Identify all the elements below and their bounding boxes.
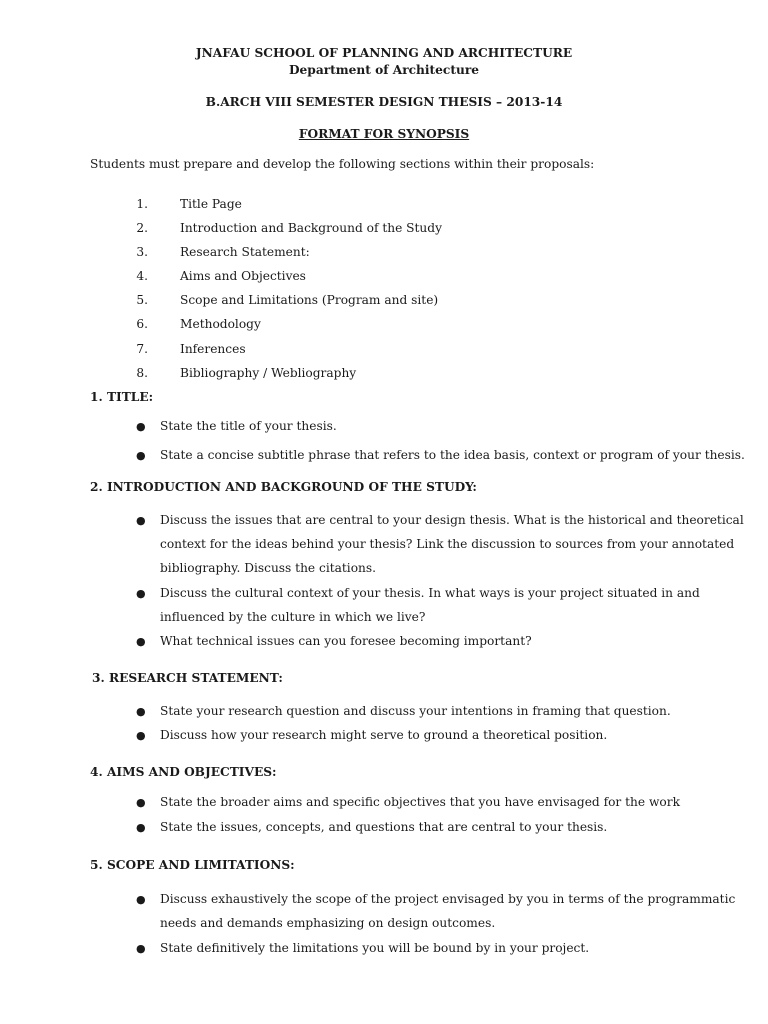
bullet-icon: ●	[136, 449, 146, 462]
list-item: Methodology	[180, 317, 261, 331]
list-number: 8.	[136, 366, 148, 380]
list-number: 6.	[136, 317, 148, 331]
course-title: B.ARCH VIII SEMESTER DESIGN THESIS – 2013-14	[205, 95, 563, 109]
section-heading-scope: 5. SCOPE AND LIMITATIONS:	[90, 858, 295, 872]
list-number: 1.	[136, 197, 148, 211]
bullet-icon: ●	[136, 893, 146, 906]
bullet-icon: ●	[136, 635, 146, 648]
list-item: Title Page	[180, 197, 242, 211]
bullet-text: State a concise subtitle phrase that refers to the idea basis, context or program of your thesis.	[160, 448, 745, 462]
bullet-icon: ●	[136, 420, 146, 433]
bullet-icon: ●	[136, 729, 146, 742]
format-title: FORMAT FOR SYNOPSIS	[298, 127, 470, 141]
bullet-text: context for the ideas behind your thesis? Link the discussion to sources from your annotated	[160, 537, 735, 551]
bullet-text: State the issues, concepts, and questions that are central to your thesis.	[160, 820, 608, 834]
bullet-text: State your research question and discuss your intentions in framing that question.	[160, 704, 671, 718]
section-heading-research: 3. RESEARCH STATEMENT:	[92, 671, 283, 685]
bullet-text: State definitively the limitations you will be bound by in your project.	[160, 941, 590, 955]
bullet-text: influenced by the culture in which we live?	[160, 610, 426, 624]
list-number: 5.	[136, 293, 148, 307]
bullet-text: Discuss how your research might serve to ground a theoretical position.	[160, 728, 608, 742]
bullet-icon: ●	[136, 514, 146, 527]
bullet-icon: ●	[136, 796, 146, 809]
list-item: Introduction and Background of the Study	[180, 221, 442, 235]
bullet-text: What technical issues can you foresee becoming important?	[160, 634, 532, 648]
bullet-text: State the title of your thesis.	[160, 419, 337, 433]
section-heading-title: 1. TITLE:	[90, 390, 154, 404]
list-item: Aims and Objectives	[180, 269, 306, 283]
bullet-icon: ●	[136, 587, 146, 600]
list-number: 3.	[136, 245, 148, 259]
bullet-text: bibliography. Discuss the citations.	[160, 561, 377, 575]
list-item: Bibliography / Webliography	[180, 366, 357, 380]
bullet-icon: ●	[136, 821, 146, 834]
list-item: Research Statement:	[180, 245, 310, 259]
department-title: Department of Architecture	[288, 63, 480, 77]
list-item: Scope and Limitations (Program and site)	[180, 293, 439, 307]
bullet-text: needs and demands emphasizing on design outcomes.	[160, 916, 496, 930]
list-item: Inferences	[180, 342, 246, 356]
bullet-text: Discuss the issues that are central to your design thesis. What is the historical and theoretical	[160, 513, 744, 527]
bullet-text: Discuss exhaustively the scope of the project envisaged by you in terms of the programmatic	[160, 892, 736, 906]
bullet-icon: ●	[136, 705, 146, 718]
list-number: 2.	[136, 221, 148, 235]
section-heading-aims: 4. AIMS AND OBJECTIVES:	[90, 765, 277, 779]
intro-text: Students must prepare and develop the following sections within their proposals:	[90, 157, 595, 171]
bullet-text: Discuss the cultural context of your thesis. In what ways is your project situated in and	[160, 586, 700, 600]
bullet-text: State the broader aims and specific objectives that you have envisaged for the work	[160, 795, 680, 809]
section-heading-introduction: 2. INTRODUCTION AND BACKGROUND OF THE STUDY:	[90, 480, 477, 494]
list-number: 7.	[136, 342, 148, 356]
bullet-icon: ●	[136, 942, 146, 955]
school-title: JNAFAU SCHOOL OF PLANNING AND ARCHITECTURE	[195, 46, 573, 60]
list-number: 4.	[136, 269, 148, 283]
